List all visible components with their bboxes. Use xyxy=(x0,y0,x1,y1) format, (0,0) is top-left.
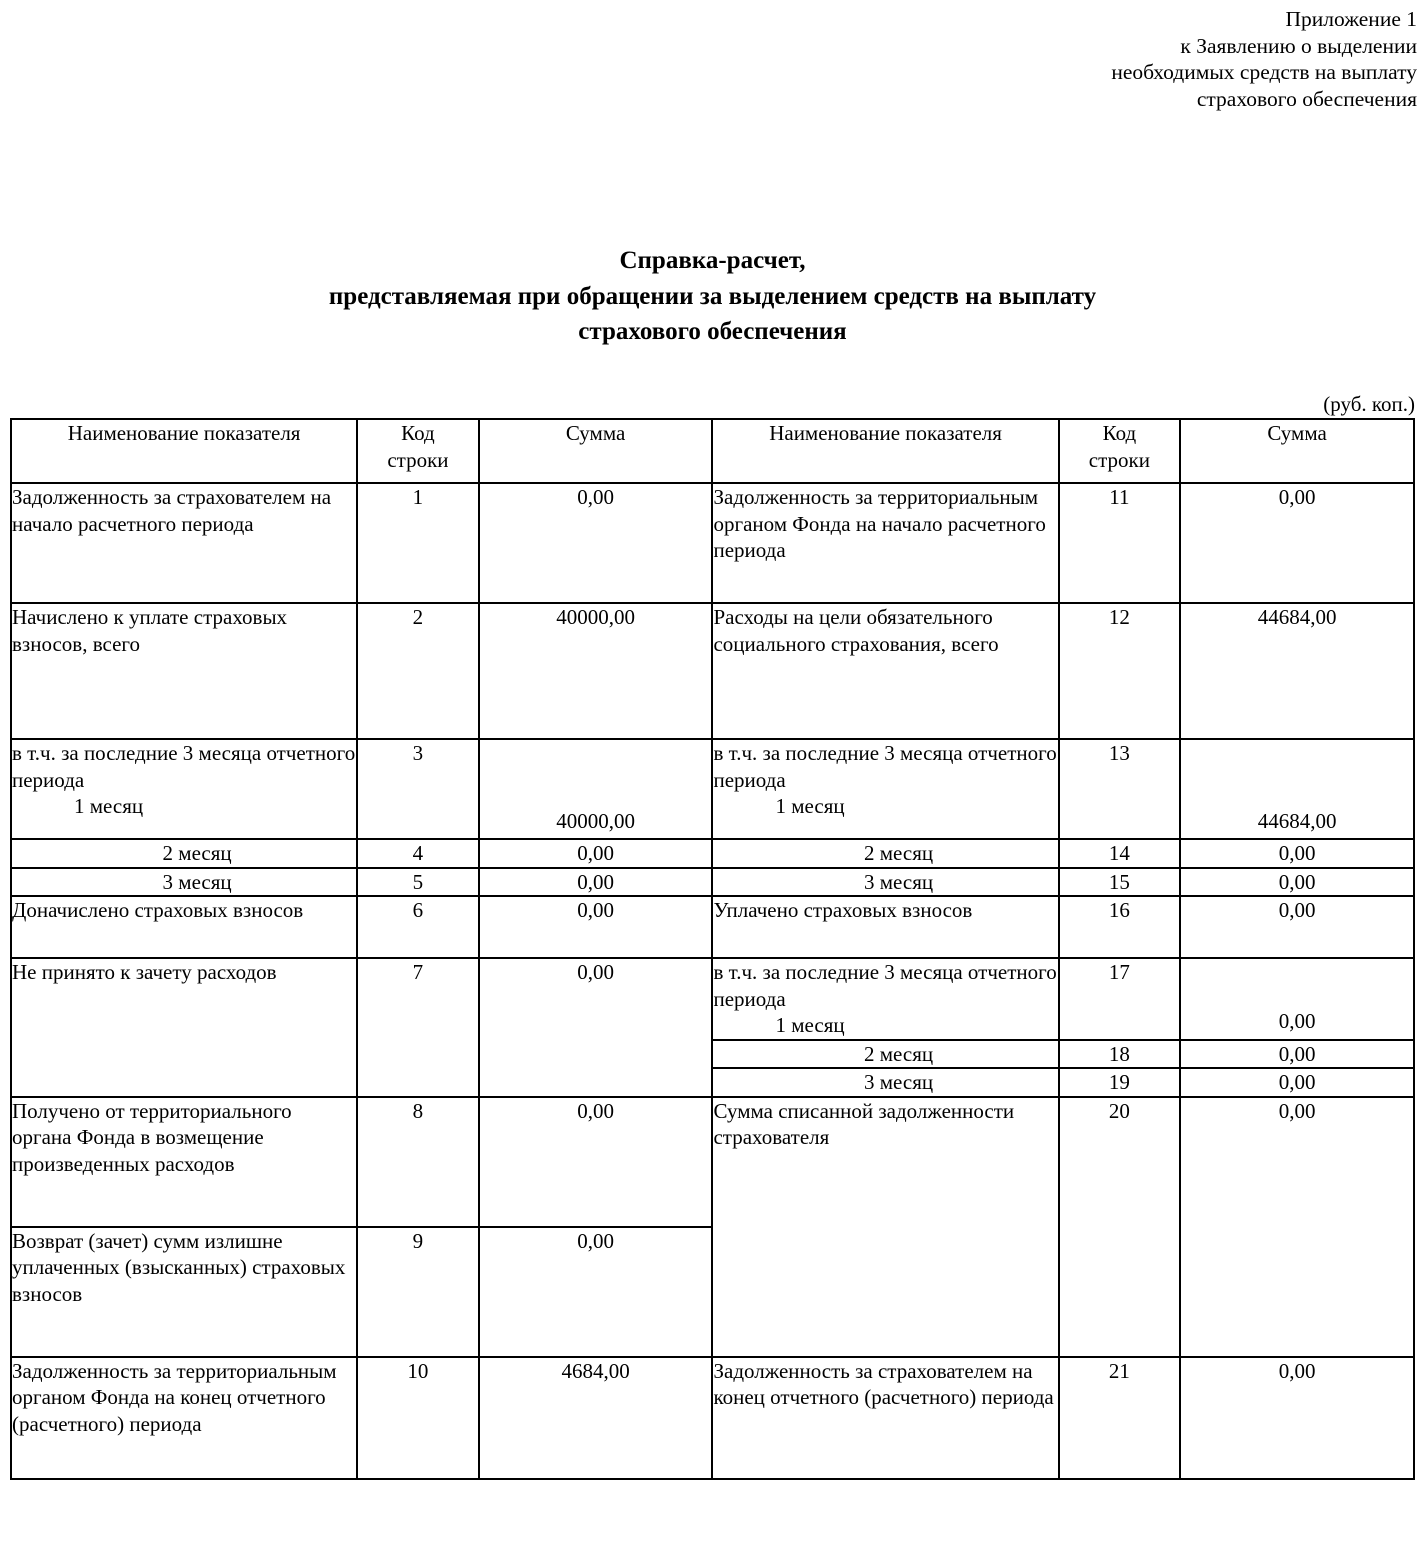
row-code-9: 9 xyxy=(357,1227,478,1357)
row-code-19: 19 xyxy=(1059,1068,1180,1097)
row-name-1: Задолженность за страхователем на начало расчетного периода xyxy=(11,483,357,603)
row-code-6: 6 xyxy=(357,896,478,958)
row-name-4 xyxy=(11,839,357,868)
row-sum-5: 0,00 xyxy=(479,868,713,897)
row-label-4: 2 месяц xyxy=(162,841,232,865)
table-row xyxy=(11,1097,1414,1227)
header-sum-right: Сумма xyxy=(1180,419,1414,483)
table-row xyxy=(11,896,1414,958)
row-code-5: 5 xyxy=(357,868,478,897)
row-name-9: Возврат (зачет) сумм излишне уплаченных (взысканных) страховых взносов xyxy=(11,1227,357,1357)
row-code-17: 17 xyxy=(1059,958,1180,1040)
row-name-16: Уплачено страховых взносов xyxy=(712,896,1058,958)
row-sum-20: 0,00 xyxy=(1180,1097,1414,1357)
row-code-4: 4 xyxy=(357,839,478,868)
row-code-7: 7 xyxy=(357,958,478,1097)
row-sum-21: 0,00 xyxy=(1180,1357,1414,1479)
row-sum-1: 0,00 xyxy=(479,483,713,603)
row-sum-3: 40000,00 xyxy=(479,739,713,839)
row-code-1: 1 xyxy=(357,483,478,603)
header-name-left: Наименование показателя xyxy=(11,419,357,483)
row-sum-17: 0,00 xyxy=(1180,958,1414,1040)
row-code-10: 10 xyxy=(357,1357,478,1479)
row-sum-12: 44684,00 xyxy=(1180,603,1414,739)
row-sum-16: 0,00 xyxy=(1180,896,1414,958)
row-sum-11: 0,00 xyxy=(1180,483,1414,603)
row-name-17 xyxy=(712,958,1058,1040)
row-sum-18: 0,00 xyxy=(1180,1040,1414,1069)
row-sum-7: 0,00 xyxy=(479,958,713,1097)
row-name-14 xyxy=(712,839,1058,868)
row-code-12: 12 xyxy=(1059,603,1180,739)
table-row xyxy=(11,868,1414,897)
row-code-20: 20 xyxy=(1059,1097,1180,1357)
appendix-line-1: Приложение 1 xyxy=(1285,7,1417,31)
row-name-21: Задолженность за страхователем на конец отчетного (расчетного) периода xyxy=(712,1357,1058,1479)
appendix-line-2: к Заявлению о выделении xyxy=(1180,33,1417,58)
row-name-11: Задолженность за территориальным органом Фонда на начало расчетного периода xyxy=(712,483,1058,603)
title-line-1: Справка-расчет, xyxy=(619,247,806,274)
row-label-14: 2 месяц xyxy=(864,841,934,865)
row-sublabel-17-month1: 1 месяц xyxy=(775,1013,845,1037)
header-code-left-l2: строки xyxy=(387,447,449,472)
calculation-table xyxy=(10,418,1415,1480)
row-sum-14: 0,00 xyxy=(1180,839,1414,868)
row-label-3: в т.ч. за последние 3 месяца отчетного периода xyxy=(12,741,356,792)
row-label-19: 3 месяц xyxy=(864,1070,934,1094)
row-sum-8: 0,00 xyxy=(479,1097,713,1227)
row-code-8: 8 xyxy=(357,1097,478,1227)
row-sum-15: 0,00 xyxy=(1180,868,1414,897)
header-code-right-l1: Код xyxy=(1102,421,1137,445)
title-line-3: страхового обеспечения xyxy=(578,318,847,345)
row-sum-9: 0,00 xyxy=(479,1227,713,1357)
table-row xyxy=(11,603,1414,739)
row-code-16: 16 xyxy=(1059,896,1180,958)
row-code-11: 11 xyxy=(1059,483,1180,603)
row-code-2: 2 xyxy=(357,603,478,739)
row-label-18: 2 месяц xyxy=(864,1041,934,1066)
row-name-12: Расходы на цели обязательного социального страхования, всего xyxy=(712,603,1058,739)
table-row xyxy=(11,739,1414,839)
row-name-7: Не принято к зачету расходов xyxy=(11,958,357,1097)
table-header-row xyxy=(11,419,1414,483)
row-name-5 xyxy=(11,868,357,897)
header-code-right xyxy=(1059,419,1180,483)
row-name-2: Начислено к уплате страховых взносов, всего xyxy=(11,603,357,739)
row-sum-2: 40000,00 xyxy=(479,603,713,739)
row-name-19 xyxy=(712,1068,1058,1097)
header-code-left xyxy=(357,419,478,483)
table-row xyxy=(11,839,1414,868)
calculation-table-wrapper xyxy=(10,418,1415,1480)
title-line-2: представляемая при обращении за выделением средств на выплату xyxy=(328,282,1097,310)
header-code-left-l1: Код xyxy=(401,421,435,445)
header-sum-left: Сумма xyxy=(479,419,713,483)
row-name-15 xyxy=(712,868,1058,897)
table-row xyxy=(11,958,1414,1040)
row-label-5: 3 месяц xyxy=(162,869,232,894)
row-sublabel-3-month1: 1 месяц xyxy=(74,794,144,818)
row-sum-10: 4684,00 xyxy=(479,1357,713,1479)
table-row xyxy=(11,483,1414,603)
table-row xyxy=(11,1357,1414,1479)
row-label-13: в т.ч. за последние 3 месяца отчетного периода xyxy=(713,741,1057,792)
row-code-14: 14 xyxy=(1059,839,1180,868)
appendix-header xyxy=(957,6,1417,112)
header-code-right-l2: строки xyxy=(1088,447,1150,472)
row-sum-13: 44684,00 xyxy=(1180,739,1414,839)
row-name-10: Задолженность за территориальным органом Фонда на конец отчетного (расчетного) периода xyxy=(11,1357,357,1479)
row-name-18 xyxy=(712,1040,1058,1069)
row-code-13: 13 xyxy=(1059,739,1180,839)
row-sum-4: 0,00 xyxy=(479,839,713,868)
header-name-right: Наименование показателя xyxy=(712,419,1058,483)
row-label-17: в т.ч. за последние 3 месяца отчетного периода xyxy=(713,960,1057,1011)
row-code-18: 18 xyxy=(1059,1040,1180,1069)
row-sublabel-13-month1: 1 месяц xyxy=(775,794,845,818)
row-code-3: 3 xyxy=(357,739,478,839)
row-name-8: Получено от территориального органа Фонда в возмещение произведенных расходов xyxy=(11,1097,357,1227)
row-name-20: Сумма списанной задолженности страхователя xyxy=(712,1097,1058,1357)
appendix-line-4: страхового обеспечения xyxy=(1196,86,1417,111)
row-name-6: Доначислено страховых взносов xyxy=(11,896,357,958)
row-label-15: 3 месяц xyxy=(864,869,934,894)
units-note: (руб. коп.) xyxy=(1323,392,1415,416)
row-sum-19: 0,00 xyxy=(1180,1068,1414,1097)
page-title xyxy=(0,243,1425,350)
row-code-21: 21 xyxy=(1059,1357,1180,1479)
row-name-13 xyxy=(712,739,1058,839)
row-name-3 xyxy=(11,739,357,839)
row-sum-6: 0,00 xyxy=(479,896,713,958)
row-code-15: 15 xyxy=(1059,868,1180,897)
appendix-line-3: необходимых средств на выплату xyxy=(1111,60,1417,84)
